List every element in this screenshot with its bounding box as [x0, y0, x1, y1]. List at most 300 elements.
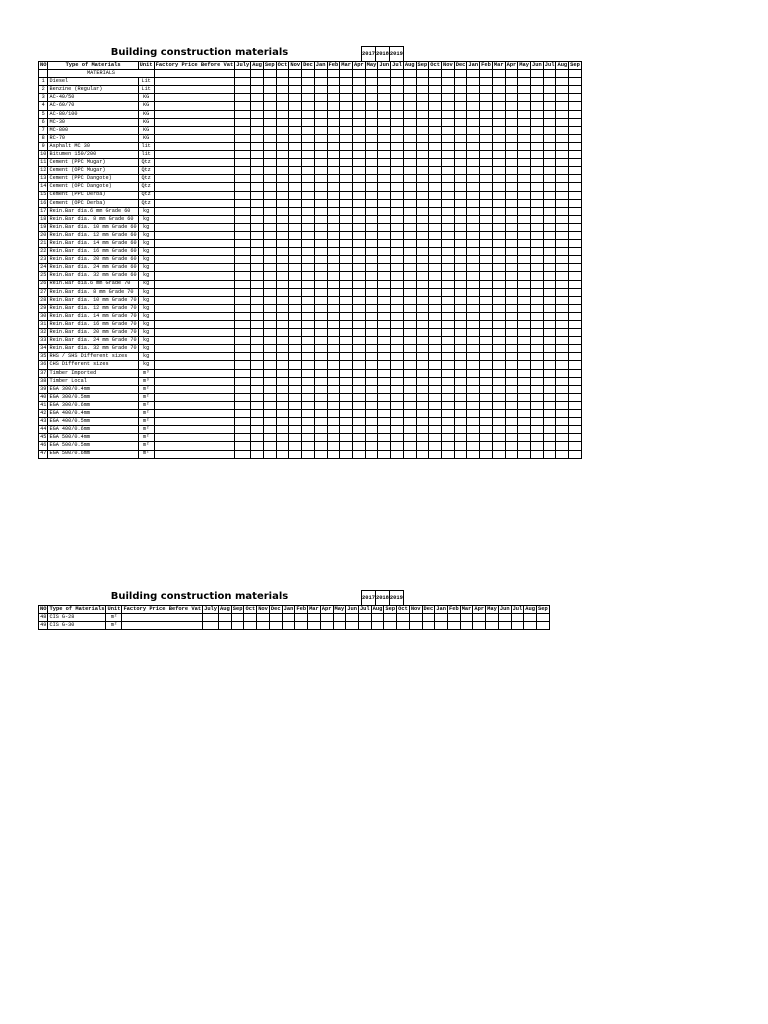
month-cell[interactable] — [251, 296, 264, 304]
price-cell[interactable] — [154, 240, 235, 248]
month-cell[interactable] — [302, 126, 315, 134]
month-cell[interactable] — [235, 304, 251, 312]
month-cell[interactable] — [441, 418, 454, 426]
month-cell[interactable] — [429, 385, 442, 393]
month-cell[interactable] — [251, 142, 264, 150]
month-cell[interactable] — [467, 231, 480, 239]
month-cell[interactable] — [289, 256, 302, 264]
month-cell[interactable] — [492, 426, 505, 434]
month-cell[interactable] — [263, 345, 276, 353]
month-cell[interactable] — [358, 622, 371, 630]
month-cell[interactable] — [314, 110, 327, 118]
month-cell[interactable] — [352, 377, 365, 385]
month-cell[interactable] — [289, 410, 302, 418]
month-cell[interactable] — [378, 304, 391, 312]
month-cell[interactable] — [531, 110, 544, 118]
month-cell[interactable] — [391, 183, 404, 191]
month-cell[interactable] — [378, 264, 391, 272]
month-cell[interactable] — [327, 345, 340, 353]
month-cell[interactable] — [289, 207, 302, 215]
month-cell[interactable] — [378, 78, 391, 86]
month-cell[interactable] — [403, 159, 416, 167]
month-cell[interactable] — [378, 240, 391, 248]
month-cell[interactable] — [492, 450, 505, 458]
month-cell[interactable] — [378, 191, 391, 199]
month-cell[interactable] — [340, 353, 353, 361]
month-cell[interactable] — [263, 312, 276, 320]
month-cell[interactable] — [480, 142, 493, 150]
month-cell[interactable] — [378, 215, 391, 223]
month-cell[interactable] — [251, 353, 264, 361]
month-cell[interactable] — [556, 361, 569, 369]
month-cell[interactable] — [454, 304, 467, 312]
month-cell[interactable] — [365, 361, 378, 369]
month-cell[interactable] — [403, 442, 416, 450]
month-cell[interactable] — [467, 78, 480, 86]
month-cell[interactable] — [518, 304, 531, 312]
month-cell[interactable] — [454, 288, 467, 296]
month-cell[interactable] — [429, 401, 442, 409]
month-cell[interactable] — [340, 78, 353, 86]
month-cell[interactable] — [235, 321, 251, 329]
month-cell[interactable] — [276, 248, 289, 256]
month-cell[interactable] — [505, 215, 518, 223]
month-cell[interactable] — [391, 345, 404, 353]
month-cell[interactable] — [251, 94, 264, 102]
month-cell[interactable] — [403, 118, 416, 126]
month-cell[interactable] — [492, 134, 505, 142]
month-cell[interactable] — [556, 142, 569, 150]
month-cell[interactable] — [302, 288, 315, 296]
month-cell[interactable] — [263, 126, 276, 134]
month-cell[interactable] — [441, 118, 454, 126]
month-cell[interactable] — [263, 231, 276, 239]
month-cell[interactable] — [454, 215, 467, 223]
month-cell[interactable] — [378, 288, 391, 296]
month-cell[interactable] — [251, 361, 264, 369]
month-cell[interactable] — [492, 321, 505, 329]
month-cell[interactable] — [365, 272, 378, 280]
month-cell[interactable] — [340, 377, 353, 385]
month-cell[interactable] — [569, 329, 582, 337]
month-cell[interactable] — [327, 231, 340, 239]
month-cell[interactable] — [352, 361, 365, 369]
month-cell[interactable] — [340, 450, 353, 458]
month-cell[interactable] — [327, 369, 340, 377]
month-cell[interactable] — [416, 102, 429, 110]
month-cell[interactable] — [467, 401, 480, 409]
month-cell[interactable] — [556, 118, 569, 126]
month-cell[interactable] — [531, 191, 544, 199]
month-cell[interactable] — [454, 110, 467, 118]
month-cell[interactable] — [518, 207, 531, 215]
month-cell[interactable] — [543, 377, 556, 385]
month-cell[interactable] — [289, 272, 302, 280]
month-cell[interactable] — [352, 126, 365, 134]
month-cell[interactable] — [537, 614, 550, 622]
month-cell[interactable] — [403, 151, 416, 159]
month-cell[interactable] — [429, 450, 442, 458]
month-cell[interactable] — [505, 450, 518, 458]
month-cell[interactable] — [492, 159, 505, 167]
month-cell[interactable] — [235, 175, 251, 183]
month-cell[interactable] — [569, 86, 582, 94]
month-cell[interactable] — [365, 450, 378, 458]
month-cell[interactable] — [269, 622, 282, 630]
month-cell[interactable] — [556, 126, 569, 134]
month-cell[interactable] — [289, 345, 302, 353]
month-cell[interactable] — [327, 175, 340, 183]
month-cell[interactable] — [416, 442, 429, 450]
month-cell[interactable] — [251, 134, 264, 142]
month-cell[interactable] — [403, 272, 416, 280]
month-cell[interactable] — [518, 118, 531, 126]
month-cell[interactable] — [505, 385, 518, 393]
month-cell[interactable] — [327, 78, 340, 86]
month-cell[interactable] — [569, 377, 582, 385]
month-cell[interactable] — [467, 312, 480, 320]
month-cell[interactable] — [416, 159, 429, 167]
month-cell[interactable] — [340, 321, 353, 329]
month-cell[interactable] — [251, 183, 264, 191]
month-cell[interactable] — [289, 377, 302, 385]
month-cell[interactable] — [391, 78, 404, 86]
month-cell[interactable] — [276, 418, 289, 426]
month-cell[interactable] — [340, 272, 353, 280]
month-cell[interactable] — [454, 410, 467, 418]
month-cell[interactable] — [569, 312, 582, 320]
month-cell[interactable] — [327, 393, 340, 401]
month-cell[interactable] — [314, 118, 327, 126]
month-cell[interactable] — [505, 418, 518, 426]
month-cell[interactable] — [314, 175, 327, 183]
month-cell[interactable] — [531, 248, 544, 256]
month-cell[interactable] — [235, 159, 251, 167]
month-cell[interactable] — [263, 183, 276, 191]
month-cell[interactable] — [352, 175, 365, 183]
month-cell[interactable] — [251, 329, 264, 337]
month-cell[interactable] — [441, 207, 454, 215]
month-cell[interactable] — [251, 442, 264, 450]
month-cell[interactable] — [441, 329, 454, 337]
month-cell[interactable] — [454, 401, 467, 409]
price-cell[interactable] — [154, 296, 235, 304]
month-cell[interactable] — [416, 223, 429, 231]
month-cell[interactable] — [480, 94, 493, 102]
month-cell[interactable] — [391, 86, 404, 94]
month-cell[interactable] — [505, 240, 518, 248]
month-cell[interactable] — [302, 118, 315, 126]
month-cell[interactable] — [251, 280, 264, 288]
month-cell[interactable] — [314, 418, 327, 426]
month-cell[interactable] — [467, 345, 480, 353]
month-cell[interactable] — [492, 207, 505, 215]
month-cell[interactable] — [569, 426, 582, 434]
month-cell[interactable] — [251, 410, 264, 418]
month-cell[interactable] — [409, 622, 422, 630]
month-cell[interactable] — [340, 345, 353, 353]
month-cell[interactable] — [235, 110, 251, 118]
month-cell[interactable] — [302, 110, 315, 118]
month-cell[interactable] — [556, 231, 569, 239]
month-cell[interactable] — [416, 434, 429, 442]
month-cell[interactable] — [531, 159, 544, 167]
month-cell[interactable] — [276, 426, 289, 434]
month-cell[interactable] — [235, 418, 251, 426]
month-cell[interactable] — [289, 393, 302, 401]
month-cell[interactable] — [543, 264, 556, 272]
month-cell[interactable] — [263, 191, 276, 199]
month-cell[interactable] — [429, 434, 442, 442]
month-cell[interactable] — [486, 614, 499, 622]
month-cell[interactable] — [235, 296, 251, 304]
month-cell[interactable] — [263, 264, 276, 272]
month-cell[interactable] — [531, 231, 544, 239]
month-cell[interactable] — [441, 280, 454, 288]
month-cell[interactable] — [378, 345, 391, 353]
month-cell[interactable] — [531, 410, 544, 418]
month-cell[interactable] — [467, 426, 480, 434]
month-cell[interactable] — [314, 272, 327, 280]
month-cell[interactable] — [302, 78, 315, 86]
month-cell[interactable] — [467, 151, 480, 159]
month-cell[interactable] — [403, 418, 416, 426]
month-cell[interactable] — [327, 94, 340, 102]
month-cell[interactable] — [352, 288, 365, 296]
month-cell[interactable] — [454, 353, 467, 361]
month-cell[interactable] — [518, 94, 531, 102]
month-cell[interactable] — [276, 175, 289, 183]
price-cell[interactable] — [154, 321, 235, 329]
month-cell[interactable] — [569, 102, 582, 110]
month-cell[interactable] — [441, 134, 454, 142]
month-cell[interactable] — [429, 86, 442, 94]
price-cell[interactable] — [154, 215, 235, 223]
month-cell[interactable] — [492, 288, 505, 296]
month-cell[interactable] — [511, 614, 524, 622]
month-cell[interactable] — [454, 78, 467, 86]
month-cell[interactable] — [505, 345, 518, 353]
month-cell[interactable] — [505, 94, 518, 102]
month-cell[interactable] — [391, 296, 404, 304]
price-cell[interactable] — [154, 329, 235, 337]
month-cell[interactable] — [492, 418, 505, 426]
month-cell[interactable] — [569, 321, 582, 329]
month-cell[interactable] — [416, 345, 429, 353]
month-cell[interactable] — [531, 321, 544, 329]
month-cell[interactable] — [365, 231, 378, 239]
month-cell[interactable] — [556, 450, 569, 458]
month-cell[interactable] — [263, 393, 276, 401]
month-cell[interactable] — [429, 142, 442, 150]
price-cell[interactable] — [154, 207, 235, 215]
month-cell[interactable] — [569, 142, 582, 150]
month-cell[interactable] — [518, 264, 531, 272]
month-cell[interactable] — [441, 78, 454, 86]
month-cell[interactable] — [518, 401, 531, 409]
month-cell[interactable] — [441, 248, 454, 256]
month-cell[interactable] — [492, 361, 505, 369]
month-cell[interactable] — [340, 167, 353, 175]
month-cell[interactable] — [251, 86, 264, 94]
month-cell[interactable] — [251, 256, 264, 264]
month-cell[interactable] — [231, 614, 244, 622]
month-cell[interactable] — [429, 353, 442, 361]
month-cell[interactable] — [235, 385, 251, 393]
month-cell[interactable] — [454, 369, 467, 377]
month-cell[interactable] — [403, 321, 416, 329]
month-cell[interactable] — [340, 142, 353, 150]
month-cell[interactable] — [340, 256, 353, 264]
month-cell[interactable] — [429, 240, 442, 248]
month-cell[interactable] — [263, 442, 276, 450]
price-cell[interactable] — [154, 353, 235, 361]
price-cell[interactable] — [154, 94, 235, 102]
month-cell[interactable] — [327, 215, 340, 223]
month-cell[interactable] — [416, 312, 429, 320]
month-cell[interactable] — [569, 118, 582, 126]
month-cell[interactable] — [365, 175, 378, 183]
month-cell[interactable] — [276, 434, 289, 442]
month-cell[interactable] — [467, 199, 480, 207]
month-cell[interactable] — [441, 264, 454, 272]
month-cell[interactable] — [569, 337, 582, 345]
month-cell[interactable] — [556, 321, 569, 329]
month-cell[interactable] — [327, 321, 340, 329]
month-cell[interactable] — [441, 377, 454, 385]
month-cell[interactable] — [276, 94, 289, 102]
month-cell[interactable] — [543, 442, 556, 450]
month-cell[interactable] — [556, 410, 569, 418]
month-cell[interactable] — [340, 110, 353, 118]
month-cell[interactable] — [289, 191, 302, 199]
month-cell[interactable] — [556, 434, 569, 442]
month-cell[interactable] — [352, 264, 365, 272]
month-cell[interactable] — [480, 434, 493, 442]
price-cell[interactable] — [154, 361, 235, 369]
month-cell[interactable] — [454, 296, 467, 304]
month-cell[interactable] — [492, 345, 505, 353]
month-cell[interactable] — [378, 442, 391, 450]
month-cell[interactable] — [480, 110, 493, 118]
month-cell[interactable] — [276, 288, 289, 296]
month-cell[interactable] — [569, 434, 582, 442]
month-cell[interactable] — [391, 223, 404, 231]
month-cell[interactable] — [429, 442, 442, 450]
month-cell[interactable] — [340, 248, 353, 256]
month-cell[interactable] — [251, 304, 264, 312]
month-cell[interactable] — [263, 167, 276, 175]
month-cell[interactable] — [327, 410, 340, 418]
month-cell[interactable] — [505, 426, 518, 434]
month-cell[interactable] — [556, 288, 569, 296]
month-cell[interactable] — [480, 280, 493, 288]
month-cell[interactable] — [378, 393, 391, 401]
month-cell[interactable] — [543, 256, 556, 264]
month-cell[interactable] — [492, 183, 505, 191]
month-cell[interactable] — [391, 321, 404, 329]
month-cell[interactable] — [365, 353, 378, 361]
month-cell[interactable] — [340, 288, 353, 296]
month-cell[interactable] — [467, 248, 480, 256]
month-cell[interactable] — [518, 248, 531, 256]
month-cell[interactable] — [289, 199, 302, 207]
month-cell[interactable] — [441, 240, 454, 248]
month-cell[interactable] — [531, 183, 544, 191]
price-cell[interactable] — [154, 86, 235, 94]
month-cell[interactable] — [416, 256, 429, 264]
month-cell[interactable] — [467, 142, 480, 150]
month-cell[interactable] — [302, 240, 315, 248]
month-cell[interactable] — [403, 199, 416, 207]
month-cell[interactable] — [403, 401, 416, 409]
month-cell[interactable] — [518, 175, 531, 183]
month-cell[interactable] — [235, 288, 251, 296]
month-cell[interactable] — [365, 248, 378, 256]
month-cell[interactable] — [403, 296, 416, 304]
month-cell[interactable] — [289, 231, 302, 239]
month-cell[interactable] — [569, 207, 582, 215]
month-cell[interactable] — [365, 183, 378, 191]
month-cell[interactable] — [511, 622, 524, 630]
month-cell[interactable] — [314, 142, 327, 150]
month-cell[interactable] — [251, 450, 264, 458]
month-cell[interactable] — [235, 410, 251, 418]
month-cell[interactable] — [276, 142, 289, 150]
month-cell[interactable] — [416, 86, 429, 94]
month-cell[interactable] — [327, 296, 340, 304]
month-cell[interactable] — [505, 369, 518, 377]
month-cell[interactable] — [543, 410, 556, 418]
month-cell[interactable] — [340, 401, 353, 409]
month-cell[interactable] — [518, 312, 531, 320]
month-cell[interactable] — [467, 134, 480, 142]
month-cell[interactable] — [505, 442, 518, 450]
month-cell[interactable] — [422, 622, 435, 630]
month-cell[interactable] — [327, 377, 340, 385]
price-cell[interactable] — [122, 622, 203, 630]
month-cell[interactable] — [543, 288, 556, 296]
month-cell[interactable] — [340, 223, 353, 231]
month-cell[interactable] — [543, 78, 556, 86]
price-cell[interactable] — [154, 102, 235, 110]
month-cell[interactable] — [302, 329, 315, 337]
month-cell[interactable] — [333, 622, 346, 630]
month-cell[interactable] — [492, 337, 505, 345]
month-cell[interactable] — [308, 622, 321, 630]
month-cell[interactable] — [289, 312, 302, 320]
price-cell[interactable] — [154, 151, 235, 159]
month-cell[interactable] — [480, 207, 493, 215]
month-cell[interactable] — [289, 426, 302, 434]
month-cell[interactable] — [416, 215, 429, 223]
month-cell[interactable] — [289, 296, 302, 304]
month-cell[interactable] — [492, 256, 505, 264]
month-cell[interactable] — [492, 223, 505, 231]
month-cell[interactable] — [263, 215, 276, 223]
month-cell[interactable] — [391, 215, 404, 223]
month-cell[interactable] — [327, 134, 340, 142]
month-cell[interactable] — [467, 264, 480, 272]
price-cell[interactable] — [154, 410, 235, 418]
month-cell[interactable] — [365, 264, 378, 272]
month-cell[interactable] — [314, 215, 327, 223]
month-cell[interactable] — [235, 102, 251, 110]
month-cell[interactable] — [543, 110, 556, 118]
month-cell[interactable] — [531, 94, 544, 102]
month-cell[interactable] — [518, 410, 531, 418]
month-cell[interactable] — [314, 321, 327, 329]
